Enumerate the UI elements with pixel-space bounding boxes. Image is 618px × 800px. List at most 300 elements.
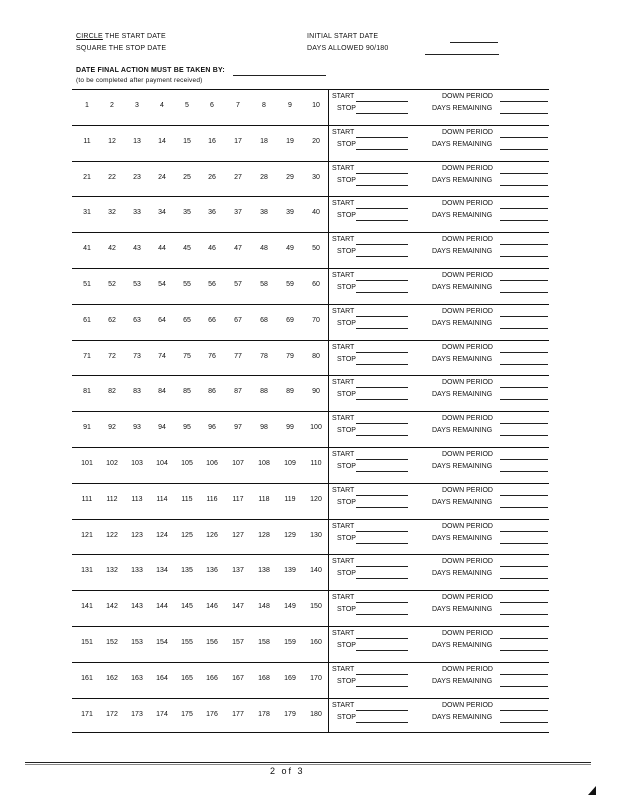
day-number[interactable]: 94 bbox=[158, 424, 166, 432]
day-number[interactable]: 71 bbox=[83, 352, 91, 360]
day-cells bbox=[72, 412, 329, 447]
down-period-field[interactable] bbox=[500, 244, 548, 245]
day-number[interactable]: 146 bbox=[206, 603, 218, 611]
days-remaining-label: DAYS REMAINING bbox=[432, 319, 493, 327]
day-number[interactable]: 37 bbox=[234, 209, 242, 217]
start-label: START bbox=[332, 415, 355, 423]
start-field[interactable] bbox=[356, 316, 408, 317]
stop-label: STOP bbox=[337, 212, 356, 220]
down-period-field[interactable] bbox=[500, 316, 548, 317]
day-number[interactable]: 57 bbox=[234, 280, 242, 288]
day-number[interactable]: 99 bbox=[286, 424, 294, 432]
day-number[interactable]: 112 bbox=[106, 495, 118, 503]
day-number[interactable]: 153 bbox=[131, 638, 143, 646]
days-remaining-field[interactable] bbox=[500, 364, 548, 365]
day-number[interactable]: 85 bbox=[183, 388, 191, 396]
day-number[interactable]: 118 bbox=[258, 495, 270, 503]
day-number[interactable]: 165 bbox=[181, 674, 193, 682]
day-number[interactable]: 13 bbox=[133, 137, 141, 145]
down-period-field[interactable] bbox=[500, 137, 548, 138]
day-number[interactable]: 77 bbox=[234, 352, 242, 360]
days-allowed-label: DAYS ALLOWED 90/180 bbox=[307, 45, 389, 52]
day-number[interactable]: 12 bbox=[108, 137, 116, 145]
day-number[interactable]: 24 bbox=[158, 173, 166, 181]
day-number[interactable]: 35 bbox=[183, 209, 191, 217]
day-number[interactable]: 150 bbox=[310, 603, 322, 611]
day-number[interactable]: 3 bbox=[135, 102, 139, 109]
day-number[interactable]: 113 bbox=[131, 495, 143, 503]
day-number[interactable]: 10 bbox=[312, 102, 320, 109]
day-number[interactable]: 103 bbox=[131, 459, 143, 467]
days-remaining-label: DAYS REMAINING bbox=[432, 570, 493, 578]
day-number[interactable]: 29 bbox=[286, 173, 294, 181]
day-number[interactable]: 56 bbox=[208, 280, 216, 288]
day-number[interactable]: 50 bbox=[312, 245, 320, 253]
day-number[interactable]: 21 bbox=[83, 173, 91, 181]
days-remaining-label: DAYS REMAINING bbox=[432, 391, 493, 399]
circle-word: CIRCLE bbox=[76, 33, 103, 40]
day-number[interactable]: 127 bbox=[232, 531, 244, 539]
day-number[interactable]: 152 bbox=[106, 638, 118, 646]
days-remaining-label: DAYS REMAINING bbox=[432, 713, 493, 721]
days-remaining-label: DAYS REMAINING bbox=[432, 355, 493, 363]
start-field[interactable] bbox=[356, 137, 408, 138]
day-number[interactable]: 108 bbox=[258, 459, 270, 467]
start-field[interactable] bbox=[356, 710, 408, 711]
day-number[interactable]: 157 bbox=[232, 638, 244, 646]
day-number[interactable]: 66 bbox=[208, 316, 216, 324]
day-number[interactable]: 32 bbox=[108, 209, 116, 217]
down-period-field[interactable] bbox=[500, 674, 548, 675]
day-number[interactable]: 158 bbox=[258, 638, 270, 646]
day-number[interactable]: 81 bbox=[83, 388, 91, 396]
day-number[interactable]: 115 bbox=[181, 495, 193, 503]
day-number[interactable]: 33 bbox=[133, 209, 141, 217]
day-number[interactable]: 164 bbox=[156, 674, 168, 682]
day-number[interactable]: 17 bbox=[234, 137, 242, 145]
day-number[interactable]: 65 bbox=[183, 316, 191, 324]
day-number[interactable]: 26 bbox=[208, 173, 216, 181]
day-number[interactable]: 67 bbox=[234, 316, 242, 324]
day-number[interactable]: 120 bbox=[310, 495, 322, 503]
day-number[interactable]: 8 bbox=[262, 102, 266, 109]
day-number[interactable]: 38 bbox=[260, 209, 268, 217]
day-number[interactable]: 72 bbox=[108, 352, 116, 360]
day-number[interactable]: 78 bbox=[260, 352, 268, 360]
down-period-field[interactable] bbox=[500, 387, 548, 388]
day-number[interactable]: 117 bbox=[232, 495, 244, 503]
day-number[interactable]: 97 bbox=[234, 424, 242, 432]
day-number[interactable]: 46 bbox=[208, 245, 216, 253]
stop-field[interactable] bbox=[356, 364, 408, 365]
days-remaining-field[interactable] bbox=[500, 256, 548, 257]
start-field[interactable] bbox=[356, 566, 408, 567]
day-number[interactable]: 180 bbox=[310, 710, 322, 718]
final-action-field[interactable] bbox=[233, 75, 326, 76]
days-remaining-field[interactable] bbox=[500, 113, 548, 114]
days-remaining-field[interactable] bbox=[500, 578, 548, 579]
days-grid bbox=[72, 89, 549, 733]
period-fields bbox=[330, 341, 549, 376]
day-number[interactable]: 28 bbox=[260, 173, 268, 181]
start-field[interactable] bbox=[356, 352, 408, 353]
day-number[interactable]: 16 bbox=[208, 137, 216, 145]
start-field[interactable] bbox=[356, 101, 408, 102]
day-number[interactable]: 44 bbox=[158, 245, 166, 253]
day-number[interactable]: 30 bbox=[312, 173, 320, 181]
down-period-field[interactable] bbox=[500, 459, 548, 460]
day-number[interactable]: 148 bbox=[258, 603, 270, 611]
start-label: START bbox=[332, 343, 355, 351]
day-number[interactable]: 169 bbox=[284, 674, 296, 682]
day-number[interactable]: 36 bbox=[208, 209, 216, 217]
start-label: START bbox=[332, 93, 355, 100]
day-number[interactable]: 88 bbox=[260, 388, 268, 396]
day-number[interactable]: 168 bbox=[258, 674, 270, 682]
stop-field[interactable] bbox=[356, 292, 408, 293]
day-number[interactable]: 141 bbox=[81, 603, 93, 611]
start-field[interactable] bbox=[356, 280, 408, 281]
day-number[interactable]: 43 bbox=[133, 245, 141, 253]
day-number[interactable]: 64 bbox=[158, 316, 166, 324]
day-number[interactable]: 116 bbox=[206, 495, 218, 503]
day-number[interactable]: 79 bbox=[286, 352, 294, 360]
stop-field[interactable] bbox=[356, 650, 408, 651]
day-number[interactable]: 177 bbox=[232, 710, 244, 718]
day-number[interactable]: 18 bbox=[260, 137, 268, 145]
down-period-field[interactable] bbox=[500, 208, 548, 209]
days-remaining-field[interactable] bbox=[500, 292, 548, 293]
day-number[interactable]: 100 bbox=[310, 424, 322, 432]
day-number[interactable]: 137 bbox=[232, 567, 244, 575]
day-number[interactable]: 48 bbox=[260, 245, 268, 253]
day-number[interactable]: 175 bbox=[181, 710, 193, 718]
days-remaining-field[interactable] bbox=[500, 149, 548, 150]
start-field[interactable] bbox=[356, 244, 408, 245]
grid-row bbox=[72, 447, 549, 483]
start-field[interactable] bbox=[356, 387, 408, 388]
day-number[interactable]: 98 bbox=[260, 424, 268, 432]
day-number[interactable]: 135 bbox=[181, 567, 193, 575]
day-number[interactable]: 23 bbox=[133, 173, 141, 181]
start-field[interactable] bbox=[356, 208, 408, 209]
day-number[interactable]: 114 bbox=[156, 495, 168, 503]
day-number[interactable]: 166 bbox=[206, 674, 218, 682]
stop-field[interactable] bbox=[356, 399, 408, 400]
day-number[interactable]: 139 bbox=[284, 567, 296, 575]
day-number[interactable]: 34 bbox=[158, 209, 166, 217]
stop-field[interactable] bbox=[356, 435, 408, 436]
down-period-field[interactable] bbox=[500, 280, 548, 281]
down-period-field[interactable] bbox=[500, 101, 548, 102]
day-number[interactable]: 7 bbox=[236, 102, 240, 109]
initial-start-field[interactable] bbox=[450, 42, 498, 43]
down-period-field[interactable] bbox=[500, 602, 548, 603]
start-field[interactable] bbox=[356, 459, 408, 460]
day-number[interactable]: 9 bbox=[288, 102, 292, 109]
day-number[interactable]: 174 bbox=[156, 710, 168, 718]
day-number[interactable]: 156 bbox=[206, 638, 218, 646]
days-remaining-field[interactable] bbox=[500, 220, 548, 221]
days-remaining-field[interactable] bbox=[500, 686, 548, 687]
start-label: START bbox=[332, 522, 355, 530]
down-period-field[interactable] bbox=[500, 495, 548, 496]
grid-row bbox=[72, 161, 549, 197]
day-number[interactable]: 39 bbox=[286, 209, 294, 217]
day-number[interactable]: 130 bbox=[310, 531, 322, 539]
day-number[interactable]: 59 bbox=[286, 280, 294, 288]
day-number[interactable]: 121 bbox=[81, 531, 93, 539]
stop-field[interactable] bbox=[356, 113, 408, 114]
day-number[interactable]: 49 bbox=[286, 245, 294, 253]
start-field[interactable] bbox=[356, 674, 408, 675]
day-number[interactable]: 176 bbox=[206, 710, 218, 718]
stop-field[interactable] bbox=[356, 578, 408, 579]
start-label: START bbox=[332, 379, 355, 387]
day-number[interactable]: 147 bbox=[232, 603, 244, 611]
day-number[interactable]: 134 bbox=[156, 567, 168, 575]
day-number[interactable]: 51 bbox=[83, 280, 91, 288]
day-number[interactable]: 42 bbox=[108, 245, 116, 253]
start-field[interactable] bbox=[356, 638, 408, 639]
start-field[interactable] bbox=[356, 602, 408, 603]
stop-field[interactable] bbox=[356, 507, 408, 508]
stop-field[interactable] bbox=[356, 220, 408, 221]
day-number[interactable]: 140 bbox=[310, 567, 322, 575]
down-period-field[interactable] bbox=[500, 710, 548, 711]
day-number[interactable]: 68 bbox=[260, 316, 268, 324]
day-number[interactable]: 41 bbox=[83, 245, 91, 253]
footer-rule-secondary bbox=[25, 764, 591, 765]
day-number[interactable]: 89 bbox=[286, 388, 294, 396]
day-number[interactable]: 22 bbox=[108, 173, 116, 181]
day-number[interactable]: 62 bbox=[108, 316, 116, 324]
day-number[interactable]: 61 bbox=[83, 316, 91, 324]
start-field[interactable] bbox=[356, 531, 408, 532]
day-number[interactable]: 145 bbox=[181, 603, 193, 611]
day-cells bbox=[72, 197, 329, 232]
day-number[interactable]: 5 bbox=[185, 102, 189, 109]
start-label: START bbox=[332, 629, 355, 637]
day-number[interactable]: 163 bbox=[131, 674, 143, 682]
stop-field[interactable] bbox=[356, 256, 408, 257]
down-period-label: DOWN PERIOD bbox=[442, 164, 493, 172]
stop-field[interactable] bbox=[356, 185, 408, 186]
day-number[interactable]: 179 bbox=[284, 710, 296, 718]
day-number[interactable]: 142 bbox=[106, 603, 118, 611]
down-period-label: DOWN PERIOD bbox=[442, 379, 493, 387]
day-number[interactable]: 1 bbox=[85, 102, 89, 109]
days-remaining-label: DAYS REMAINING bbox=[432, 248, 493, 256]
day-number[interactable]: 69 bbox=[286, 316, 294, 324]
day-number[interactable]: 14 bbox=[158, 137, 166, 145]
day-number[interactable]: 11 bbox=[83, 137, 91, 145]
day-number[interactable]: 162 bbox=[106, 674, 118, 682]
day-number[interactable]: 31 bbox=[83, 209, 91, 217]
day-number[interactable]: 2 bbox=[110, 102, 114, 109]
day-number[interactable]: 87 bbox=[234, 388, 242, 396]
day-number[interactable]: 149 bbox=[284, 603, 296, 611]
day-number[interactable]: 105 bbox=[181, 459, 193, 467]
stop-field[interactable] bbox=[356, 149, 408, 150]
day-number[interactable]: 119 bbox=[284, 495, 296, 503]
down-period-field[interactable] bbox=[500, 531, 548, 532]
day-number[interactable]: 171 bbox=[81, 710, 93, 718]
day-number[interactable]: 91 bbox=[83, 424, 91, 432]
down-period-label: DOWN PERIOD bbox=[442, 271, 493, 279]
day-number[interactable]: 55 bbox=[183, 280, 191, 288]
start-field[interactable] bbox=[356, 423, 408, 424]
day-number[interactable]: 155 bbox=[181, 638, 193, 646]
day-number[interactable]: 133 bbox=[131, 567, 143, 575]
day-number[interactable]: 178 bbox=[258, 710, 270, 718]
day-number[interactable]: 83 bbox=[133, 388, 141, 396]
day-number[interactable]: 161 bbox=[81, 674, 93, 682]
day-number[interactable]: 128 bbox=[258, 531, 270, 539]
day-cells bbox=[72, 305, 329, 340]
days-remaining-field[interactable] bbox=[500, 471, 548, 472]
day-number[interactable]: 131 bbox=[81, 567, 93, 575]
day-number[interactable]: 45 bbox=[183, 245, 191, 253]
grid-row bbox=[72, 89, 549, 125]
day-number[interactable]: 167 bbox=[232, 674, 244, 682]
days-remaining-field[interactable] bbox=[500, 399, 548, 400]
day-cells bbox=[72, 484, 329, 519]
day-number[interactable]: 107 bbox=[232, 459, 244, 467]
down-period-field[interactable] bbox=[500, 566, 548, 567]
day-number[interactable]: 106 bbox=[206, 459, 218, 467]
day-number[interactable]: 82 bbox=[108, 388, 116, 396]
day-number[interactable]: 154 bbox=[156, 638, 168, 646]
down-period-field[interactable] bbox=[500, 173, 548, 174]
day-number[interactable]: 60 bbox=[312, 280, 320, 288]
day-number[interactable]: 84 bbox=[158, 388, 166, 396]
day-number[interactable]: 53 bbox=[133, 280, 141, 288]
stop-field[interactable] bbox=[356, 722, 408, 723]
day-number[interactable]: 151 bbox=[81, 638, 93, 646]
start-field[interactable] bbox=[356, 173, 408, 174]
day-number[interactable]: 76 bbox=[208, 352, 216, 360]
day-number[interactable]: 126 bbox=[206, 531, 218, 539]
start-field[interactable] bbox=[356, 495, 408, 496]
day-number[interactable]: 109 bbox=[284, 459, 296, 467]
down-period-field[interactable] bbox=[500, 352, 548, 353]
day-number[interactable]: 102 bbox=[106, 459, 118, 467]
day-number[interactable]: 40 bbox=[312, 209, 320, 217]
day-number[interactable]: 19 bbox=[286, 137, 294, 145]
grid-row bbox=[72, 340, 549, 376]
day-number[interactable]: 123 bbox=[131, 531, 143, 539]
start-label: START bbox=[332, 164, 355, 172]
day-number[interactable]: 52 bbox=[108, 280, 116, 288]
day-number[interactable]: 93 bbox=[133, 424, 141, 432]
stop-label: STOP bbox=[337, 606, 356, 614]
day-number[interactable]: 136 bbox=[206, 567, 218, 575]
grid-row bbox=[72, 268, 549, 304]
day-number[interactable]: 95 bbox=[183, 424, 191, 432]
day-number[interactable]: 75 bbox=[183, 352, 191, 360]
day-number[interactable]: 170 bbox=[310, 674, 322, 682]
day-number[interactable]: 159 bbox=[284, 638, 296, 646]
day-number[interactable]: 15 bbox=[183, 137, 191, 145]
days-remaining-field[interactable] bbox=[500, 507, 548, 508]
day-number[interactable]: 125 bbox=[181, 531, 193, 539]
day-number[interactable]: 124 bbox=[156, 531, 168, 539]
day-cells bbox=[72, 627, 329, 662]
days-remaining-field[interactable] bbox=[500, 185, 548, 186]
day-number[interactable]: 47 bbox=[234, 245, 242, 253]
days-remaining-field[interactable] bbox=[500, 543, 548, 544]
stop-field[interactable] bbox=[356, 686, 408, 687]
day-number[interactable]: 74 bbox=[158, 352, 166, 360]
stop-field[interactable] bbox=[356, 614, 408, 615]
day-number[interactable]: 122 bbox=[106, 531, 118, 539]
stop-field[interactable] bbox=[356, 471, 408, 472]
day-number[interactable]: 73 bbox=[133, 352, 141, 360]
day-number[interactable]: 111 bbox=[81, 495, 93, 503]
day-cells bbox=[72, 233, 329, 268]
day-number[interactable]: 80 bbox=[312, 352, 320, 360]
down-period-label: DOWN PERIOD bbox=[442, 236, 493, 244]
period-fields bbox=[330, 484, 549, 519]
stop-label: STOP bbox=[337, 427, 356, 435]
start-label: START bbox=[332, 486, 355, 494]
day-number[interactable]: 110 bbox=[310, 459, 322, 467]
down-period-field[interactable] bbox=[500, 638, 548, 639]
day-number[interactable]: 173 bbox=[131, 710, 143, 718]
grid-row bbox=[72, 232, 549, 268]
stop-field[interactable] bbox=[356, 328, 408, 329]
period-fields bbox=[330, 663, 549, 698]
day-number[interactable]: 104 bbox=[156, 459, 168, 467]
day-number[interactable]: 20 bbox=[312, 137, 320, 145]
day-number[interactable]: 143 bbox=[131, 603, 143, 611]
period-fields bbox=[330, 305, 549, 340]
day-number[interactable]: 4 bbox=[160, 102, 164, 109]
day-number[interactable]: 92 bbox=[108, 424, 116, 432]
day-number[interactable]: 6 bbox=[210, 102, 214, 109]
day-number[interactable]: 132 bbox=[106, 567, 118, 575]
day-number[interactable]: 144 bbox=[156, 603, 168, 611]
day-number[interactable]: 138 bbox=[258, 567, 270, 575]
day-number[interactable]: 70 bbox=[312, 316, 320, 324]
days-remaining-field[interactable] bbox=[500, 328, 548, 329]
day-number[interactable]: 63 bbox=[133, 316, 141, 324]
day-number[interactable]: 86 bbox=[208, 388, 216, 396]
day-number[interactable]: 101 bbox=[81, 459, 93, 467]
day-number[interactable]: 172 bbox=[106, 710, 118, 718]
down-period-field[interactable] bbox=[500, 423, 548, 424]
stop-label: STOP bbox=[337, 283, 356, 291]
day-number[interactable]: 129 bbox=[284, 531, 296, 539]
grid-row bbox=[72, 125, 549, 161]
days-remaining-field[interactable] bbox=[500, 650, 548, 651]
day-number[interactable]: 90 bbox=[312, 388, 320, 396]
day-number[interactable]: 54 bbox=[158, 280, 166, 288]
stop-field[interactable] bbox=[356, 543, 408, 544]
days-remaining-label: DAYS REMAINING bbox=[432, 462, 493, 470]
day-number[interactable]: 160 bbox=[310, 638, 322, 646]
days-remaining-field[interactable] bbox=[500, 614, 548, 615]
days-allowed-field[interactable] bbox=[425, 54, 499, 55]
day-number[interactable]: 96 bbox=[208, 424, 216, 432]
days-remaining-field[interactable] bbox=[500, 435, 548, 436]
day-number[interactable]: 58 bbox=[260, 280, 268, 288]
day-number[interactable]: 27 bbox=[234, 173, 242, 181]
days-remaining-field[interactable] bbox=[500, 722, 548, 723]
stop-label: STOP bbox=[337, 248, 356, 256]
day-number[interactable]: 25 bbox=[183, 173, 191, 181]
